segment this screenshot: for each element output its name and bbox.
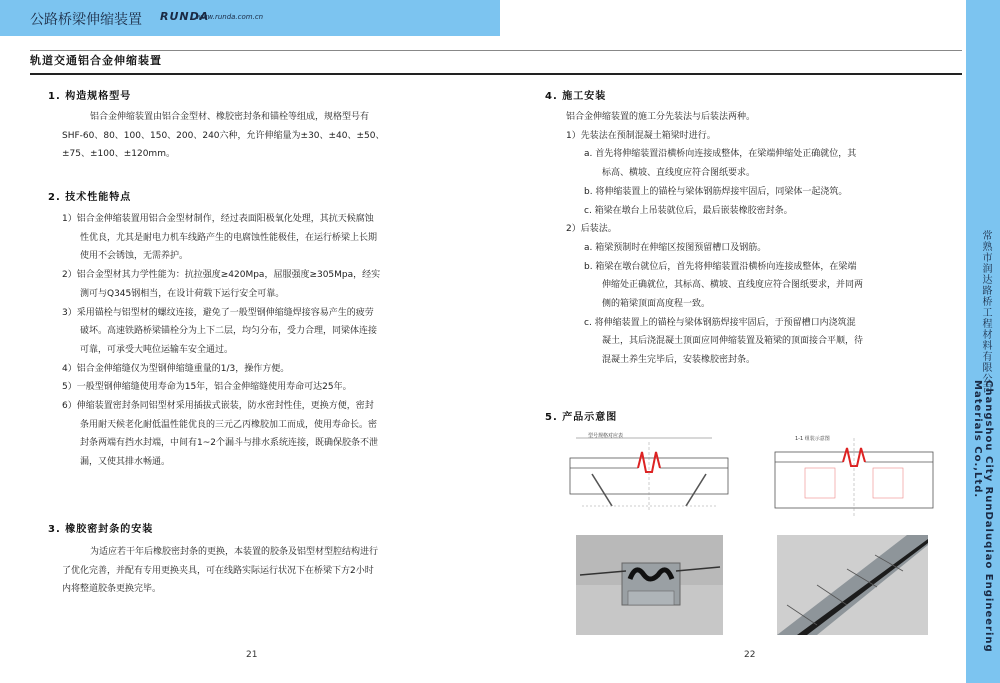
text-line: 4）铝合金伸缩缝仅为型钢伸缩缝重量的1/3，操作方便。: [62, 363, 290, 374]
text-line: a. 首先将伸缩装置沿横桥向连接成整体，在梁端伸缩处正确就位，其: [584, 149, 857, 160]
text-line: 凝土，其后浇混凝土顶面应同伸缩装置及箱梁的顶面接合平顺，待: [602, 336, 864, 347]
product-photo-2-drawing: [777, 535, 928, 635]
text-line: a. 箱梁预制时在伸缩区按图预留槽口及钢筋。: [584, 242, 767, 253]
text-line: c. 将伸缩装置上的锚栓与梁体钢筋焊接牢固后，于预留槽口内浇筑混: [584, 317, 856, 328]
brand-logo: RUNDA: [160, 10, 210, 23]
brand-url: www.runda.com.cn: [196, 13, 264, 21]
text-line: 1）先装法在预制混凝土箱梁时进行。: [566, 130, 716, 141]
text-line: b. 箱梁在墩台就位后，首先将伸缩装置沿横桥向连接成整体，在梁端: [584, 261, 857, 272]
features-list: [62, 210, 380, 472]
diagram-section-2: [765, 428, 943, 520]
text-line: 破坏。高速铁路桥梁锚栓分为上下二层，均匀分布，受力合理，同梁体连接: [80, 326, 378, 337]
diagram-1-label: 型号规格对应表: [588, 433, 624, 439]
text-line: 使用不会锈蚀，无需养护。: [80, 251, 189, 262]
text-line: 漏，又使其排水畅通。: [80, 457, 171, 468]
text-line: 6）伸缩装置密封条同铝型材采用插拔式嵌装，防水密封性佳，更换方便，密封: [62, 401, 374, 412]
text-line: 伸缩处正确就位，其标高、横坡、直线度应符合图纸要求，并同两: [602, 280, 864, 291]
text-line: 可靠，可承受大吨位运输车安全通过。: [80, 344, 234, 355]
heading-construction: 4. 施工安装: [545, 91, 607, 102]
diagram-section-1-drawing: [562, 428, 736, 520]
heading-seal-install: 3. 橡胶密封条的安装: [48, 524, 154, 535]
text-line: 5）一般型钢伸缩缝使用寿命为15年，铝合金伸缩缝使用寿命可达25年。: [62, 382, 352, 393]
section-title: 轨道交通铝合金伸缩装置: [30, 54, 162, 67]
company-name-cn: 常熟市润达路桥工程材料有限公司: [980, 230, 991, 395]
text-line: 3）采用锚栓与铝型材的螺纹连接，避免了一般型钢伸缩缝焊接容易产生的疲劳: [62, 307, 374, 318]
product-photo-2: [777, 535, 928, 635]
diagram-2-label: 1-1 组装示意图: [795, 436, 830, 442]
heading-spec: 1. 构造规格型号: [48, 91, 132, 102]
construction-list: [560, 108, 863, 370]
page-number-left: 21: [246, 650, 258, 660]
text-line: 混凝土养生完毕后，安装橡胶密封条。: [602, 355, 756, 366]
text-line: 封条两端有挡水封端，中间有1~2个漏斗与排水系统连接，既确保胶条不泄: [80, 438, 378, 449]
text-line: 标高、横坡、直线度应符合图纸要求。: [602, 168, 756, 179]
text-line: 性优良，尤其是耐电力机车线路产生的电腐蚀性能极佳，在运行桥梁上长期: [80, 232, 378, 243]
text-line: 2）后装法。: [566, 224, 617, 235]
text-line: 内将整道胶条更换完毕。: [62, 584, 162, 595]
text-line: 侧的箱梁顶面高度程一致。: [602, 299, 711, 310]
text-line: 为适应若干年后橡胶密封条的更换，本装置的胶条及铝型材型腔结构进行: [90, 547, 379, 557]
text-line: SHF-60、80、100、150、200、240六种，允许伸缩量为±30、±40、±50、: [62, 130, 385, 141]
text-line: 了优化完善，并配有专用更换夹具，可在线路实际运行状况下在桥梁下方2小时: [62, 565, 374, 576]
top-rule: [30, 50, 962, 51]
text-line: 1）铝合金伸缩装置用铝合金型材制作，经过表面阳极氧化处理，其抗天候腐蚀: [62, 214, 374, 224]
heading-diagrams: 5. 产品示意图: [545, 412, 618, 423]
diagram-section-1: [562, 428, 736, 520]
text-line: 铝合金伸缩装置由铝合金型材、橡胶密封条和锚栓等组成，规格型号有: [90, 112, 370, 122]
title-rule: [30, 73, 962, 75]
text-line: b. 将伸缩装置上的锚栓与梁体钢筋焊接牢固后，同梁体一起浇筑。: [584, 186, 848, 197]
text-line: ±75、±100、±120mm。: [62, 149, 175, 160]
text-line: c. 箱梁在墩台上吊装就位后，最后嵌装橡胶密封条。: [584, 205, 793, 216]
page-number-right: 22: [744, 650, 756, 660]
text-line: 2）铝合金型材其力学性能为：抗拉强度≥420Mpa，屈服强度≥305Mpa，经实: [62, 270, 381, 281]
text-line: 测可与Q345钢相当，在设计荷载下运行安全可靠。: [80, 288, 285, 299]
product-photo-1-drawing: [576, 535, 723, 635]
heading-features: 2. 技术性能特点: [48, 192, 132, 203]
text-line: 铝合金伸缩装置的施工分先装法与后装法两种。: [566, 112, 756, 122]
company-name-en: Changshou City RunDaluqiao Engineering Materials Co.,Ltd.: [972, 380, 994, 653]
seal-paragraph: [62, 543, 378, 599]
product-photo-1: [576, 535, 723, 635]
text-line: 条用耐天候老化耐低温性能优良的三元乙丙橡胶加工而成，使用寿命长。密: [80, 419, 378, 430]
diagram-section-2-drawing: [765, 428, 943, 520]
spec-paragraph: [62, 108, 385, 164]
header-title: 公路桥梁伸缩装置: [30, 12, 142, 28]
